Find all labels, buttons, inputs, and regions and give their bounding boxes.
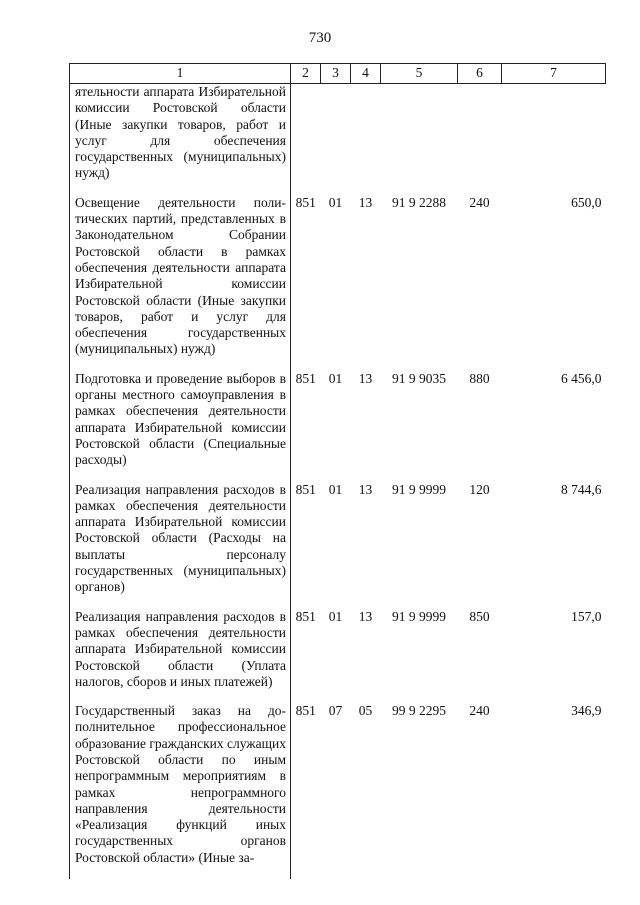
budget-table — [69, 63, 606, 879]
table-row — [70, 609, 606, 703]
target-article-code: 99 9 2295 — [392, 703, 446, 719]
amount: 157,0 — [571, 608, 602, 624]
target-article-code: 91 9 2288 — [392, 194, 446, 210]
ministry-code: 851 — [295, 370, 316, 386]
column-header-3: 3 — [321, 64, 351, 84]
target-article-code: 91 9 9999 — [392, 608, 446, 624]
section-code: 01 — [328, 370, 343, 386]
column-header-1: 1 — [70, 64, 291, 84]
subsection-code: 13 — [358, 194, 373, 210]
subsection-code: 13 — [358, 608, 373, 624]
column-header-7: 7 — [502, 64, 606, 84]
subsection-code: 13 — [358, 481, 373, 497]
expense-type-code: 880 — [469, 370, 490, 386]
row-name: ятельности аппарата Избирательной комиссии Ростовской области (Иные закупки товаров, работ и услуг для обеспечения государственных (муниципальных) нужд) — [70, 84, 291, 195]
row-name: Реализация направления расходов в рамках обеспечения деятельности аппарата Избирательной комиссии Ростовской области (Расходы на выплаты персоналу государственных (муниципальных) органов) — [70, 482, 291, 609]
target-article-code: 91 9 9035 — [392, 370, 446, 386]
ministry-code: 851 — [295, 608, 316, 624]
section-code: 01 — [328, 194, 343, 210]
ministry-code: 851 — [295, 481, 316, 497]
ministry-code: 851 — [295, 194, 316, 210]
section-code: 07 — [328, 703, 343, 719]
row-name: Подготовка и проведение выборов в органы местного самоуправления в рамках обеспечения деятельности аппарата Избирательной комиссии Ростовской области (Специальные расходы) — [70, 371, 291, 482]
column-header-6: 6 — [458, 64, 502, 84]
amount: 346,9 — [571, 703, 602, 719]
column-header-4: 4 — [351, 64, 381, 84]
expense-type-code: 850 — [469, 608, 490, 624]
section-code: 01 — [328, 481, 343, 497]
row-name: Освещение деятельности политических партий, представленных в Законодательном Собрании Ростовской области в рамках обеспечения деятельности аппарата Избирательной комиссии Ростовской области (Иные закупки товаров, работ и услуг для обеспечения государственных (муниципальных) нужд) — [70, 195, 291, 371]
expense-type-code: 240 — [469, 194, 490, 210]
row-name: Государственный заказ на дополнительное профессиональное образование гражданских служащих Ростовской области по иным непрограммным мероприятиям в рамках непрограммного направления деятельности «Реализация функций иных государственных органов Ростовской области» (Иные за- — [70, 703, 291, 879]
section-code: 01 — [328, 608, 343, 624]
table-header-row — [70, 64, 606, 84]
table-row — [70, 703, 606, 879]
expense-type-code: 240 — [469, 703, 490, 719]
column-header-2: 2 — [291, 64, 321, 84]
amount: 6 456,0 — [561, 370, 602, 386]
amount: 8 744,6 — [561, 481, 602, 497]
ministry-code: 851 — [295, 703, 316, 719]
table-row-continuation — [70, 84, 606, 195]
expense-type-code: 120 — [469, 481, 490, 497]
table-row — [70, 371, 606, 482]
table-row — [70, 195, 606, 371]
subsection-code: 05 — [358, 703, 373, 719]
column-header-5: 5 — [381, 64, 458, 84]
table-row — [70, 482, 606, 609]
row-name: Реализация направления расходов в рамках обеспечения деятельности аппарата Избирательной комиссии Ростовской области (Уплата налогов, сборов и иных платежей) — [70, 609, 291, 703]
page-number: 730 — [308, 30, 332, 46]
target-article-code: 91 9 9999 — [392, 481, 446, 497]
amount: 650,0 — [571, 194, 602, 210]
subsection-code: 13 — [358, 370, 373, 386]
